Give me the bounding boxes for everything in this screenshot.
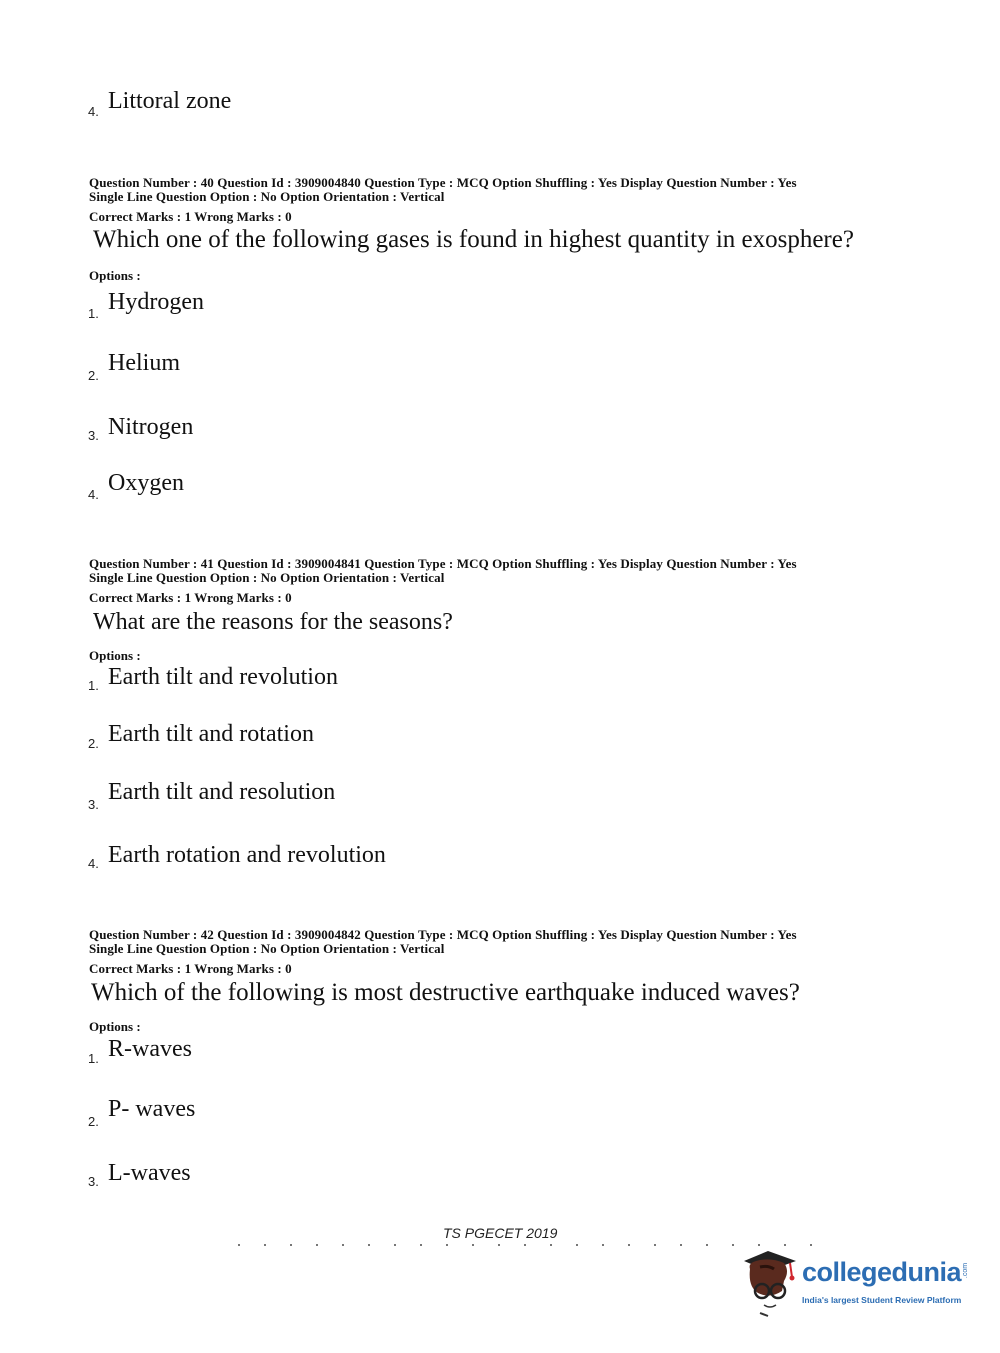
- question-meta-line2: Single Line Question Option : No Option Orientation : Vertical: [89, 570, 445, 585]
- question-meta-line1: Question Number : 41 Question Id : 3909004841 Question Type : MCQ Option Shuffling : Yes Display Question Number : Yes: [89, 556, 797, 571]
- option-number: 4.: [88, 104, 99, 119]
- option-number: 1.: [88, 306, 99, 321]
- option-number: 2.: [88, 736, 99, 751]
- option-text: Earth rotation and revolution: [108, 842, 386, 868]
- question-text: Which of the following is most destructive earthquake induced waves?: [91, 979, 800, 1006]
- footer-dotted-rule: [238, 1244, 818, 1246]
- question-marks: Correct Marks : 1 Wrong Marks : 0: [89, 961, 292, 976]
- option-text: Earth tilt and revolution: [108, 664, 338, 690]
- collegedunia-logo: [740, 1247, 970, 1317]
- option-number: 2.: [88, 1114, 99, 1129]
- option-number: 4.: [88, 856, 99, 871]
- option-text: L-waves: [108, 1160, 191, 1186]
- option-text: R-waves: [108, 1036, 192, 1062]
- question-meta-line1: Question Number : 42 Question Id : 3909004842 Question Type : MCQ Option Shuffling : Yes Display Question Number : Yes: [89, 927, 797, 942]
- option-number: 1.: [88, 1051, 99, 1066]
- option-number: 1.: [88, 678, 99, 693]
- logo-tagline: India's largest Student Review Platform: [802, 1295, 962, 1305]
- option-text: P- waves: [108, 1096, 196, 1122]
- student-mascot-icon: [740, 1247, 802, 1317]
- option-text: Helium: [108, 350, 180, 376]
- options-label: Options :: [89, 1019, 141, 1034]
- option-text: Littoral zone: [108, 88, 232, 114]
- option-number: 4.: [88, 487, 99, 502]
- option-number: 3.: [88, 428, 99, 443]
- option-number: 3.: [88, 797, 99, 812]
- options-label: Options :: [89, 648, 141, 663]
- question-marks: Correct Marks : 1 Wrong Marks : 0: [89, 590, 292, 605]
- question-marks: Correct Marks : 1 Wrong Marks : 0: [89, 209, 292, 224]
- option-number: 2.: [88, 368, 99, 383]
- logo-com: .com: [962, 1262, 970, 1279]
- question-text: Which one of the following gases is found in highest quantity in exosphere?: [93, 226, 854, 253]
- option-text: Nitrogen: [108, 414, 194, 440]
- logo-wordmark: collegedunia: [802, 1257, 962, 1287]
- question-text: What are the reasons for the seasons?: [93, 609, 453, 635]
- question-meta-line1: Question Number : 40 Question Id : 3909004840 Question Type : MCQ Option Shuffling : Yes Display Question Number : Yes: [89, 175, 797, 190]
- footer-exam-title: TS PGECET 2019: [443, 1225, 558, 1241]
- option-text: Earth tilt and resolution: [108, 779, 336, 805]
- question-meta-line2: Single Line Question Option : No Option Orientation : Vertical: [89, 189, 445, 204]
- options-label: Options :: [89, 268, 141, 283]
- option-number: 3.: [88, 1174, 99, 1189]
- question-meta-line2: Single Line Question Option : No Option Orientation : Vertical: [89, 941, 445, 956]
- option-text: Oxygen: [108, 470, 184, 496]
- option-text: Earth tilt and rotation: [108, 721, 314, 747]
- option-text: Hydrogen: [108, 289, 204, 315]
